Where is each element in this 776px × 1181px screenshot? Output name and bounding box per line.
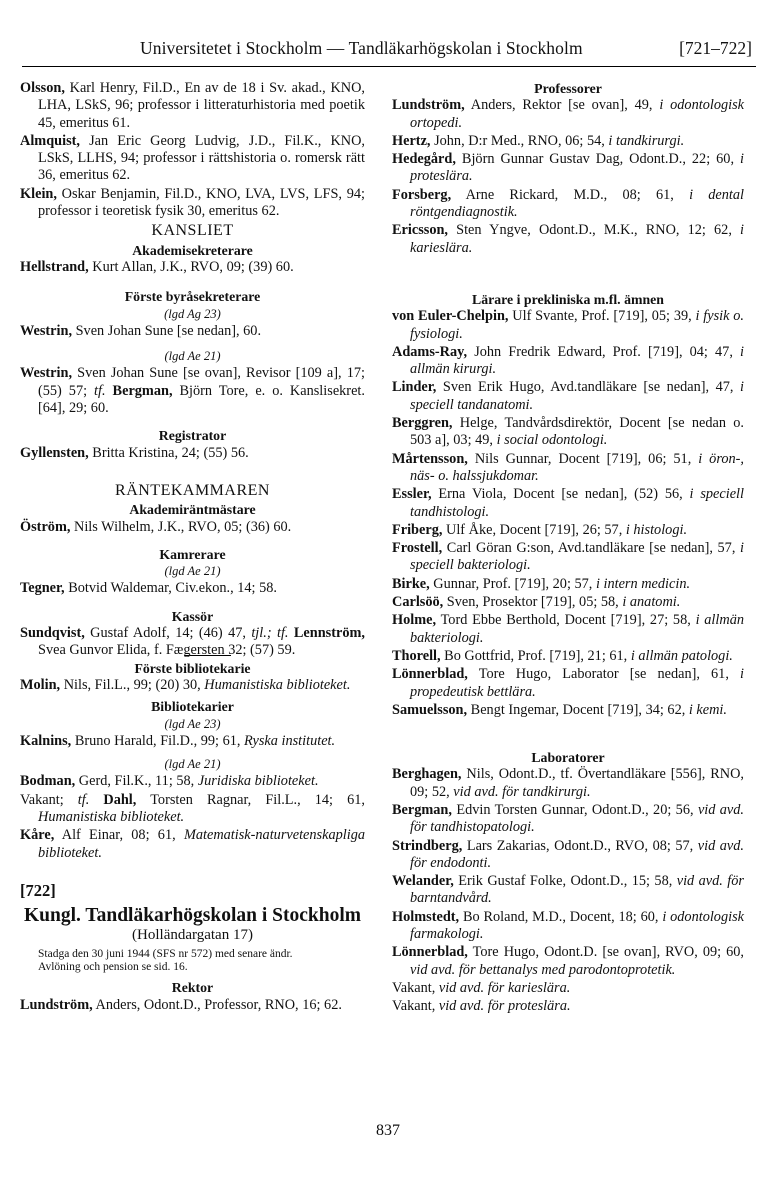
entry-molin: Molin, Nils, Fil.L., 99; (20) 30, Humanistiska biblioteket. — [20, 676, 351, 693]
entry-kare: Kåre, Alf Einar, 08; 61, Matematisk-naturvetenskapliga biblioteket. — [20, 827, 365, 861]
heading-rektor: Rektor — [171, 980, 214, 996]
entry-kalnins: Kalnins, Bruno Harald, Fil.D., 99; 61, Ryska institutet. — [20, 732, 336, 749]
entry-frostell: Frostell, Carl Göran G:son, Avd.tandläkare [se nedan], 57, i speciell bakteriologi. — [392, 540, 744, 574]
running-title: Universitetet i Stockholm — Tandläkarhögskolan i Stockholm — [140, 38, 583, 58]
heading-forste-byrasekreterare: Förste byråsekreterare — [124, 289, 261, 305]
heading-kamrerare: Kamrerare — [159, 546, 226, 562]
section-kansliet: KANSLIET — [151, 222, 234, 240]
entry-westrin-1: Westrin, Sven Johan Sune [se nedan], 60. — [20, 322, 262, 339]
heading-akademisekreterare: Akademisekreterare — [132, 242, 253, 258]
page-number: 837 — [376, 1122, 400, 1139]
entry-ericsson: Ericsson, Sten Yngve, Odont.D., M.K., RNO, 12; 62, i karieslära. — [392, 222, 744, 256]
entry-lundstrom: Lundström, Anders, Rektor [se ovan], 49, i odontologisk ortopedi. — [392, 97, 744, 131]
right-column — [392, 80, 744, 1017]
note-lgd-ae23: (lgd Ae 23) — [164, 716, 221, 731]
entry-strindberg: Strindberg, Lars Zakarias, Odont.D., RVO, 08; 57, vid avd. för endodonti. — [392, 837, 744, 871]
section-rantekammaren: RÄNTEKAMMAREN — [115, 481, 270, 499]
entry-sundqvist: Sundqvist, Gustaf Adolf, 14; (46) 47, tjl.; tf. Lennström, Svea Gunvor Elida, f. Fægersten 32; (57) 59. — [20, 625, 365, 659]
heading-larare: Lärare i prekliniska m.fl. ämnen — [472, 291, 664, 307]
entry-klein: Klein, Oskar Benjamin, Fil.D., KNO, LVA, LVS, LFS, 94; professor i teoretisk fysik 30, emeritus 62. — [20, 185, 365, 220]
entry-friberg: Friberg, Ulf Åke, Docent [719], 26; 57, i histologi. — [392, 521, 688, 538]
entry-lundstrom-rektor: Lundström, Anders, Odont.D., Professor, RNO, 16; 62. — [20, 996, 342, 1013]
entry-tegner: Tegner, Botvid Waldemar, Civ.ekon., 14; 58. — [20, 580, 277, 597]
entry-birke: Birke, Gunnar, Prof. [719], 20; 57, i intern medicin. — [392, 575, 691, 592]
institution-title: Kungl. Tandläkarhögskolan i Stockholm — [23, 905, 362, 927]
entry-forsberg: Forsberg, Arne Rickard, M.D., 08; 61, i dental röntgendiagnostik. — [392, 186, 744, 221]
stadga-note: Stadga den 30 juni 1944 (SFS nr 572) med senare ändr. Avlöning och pension se sid. 16. — [38, 948, 293, 973]
entry-lonnerblad-1: Lönnerblad, Tore Hugo, Laborator [se nedan], 61, i propedeutisk bettlära. — [392, 666, 744, 700]
entry-vakant-1: Vakant, vid avd. för karieslära. — [392, 979, 571, 996]
entry-von-euler: von Euler-Chelpin, Ulf Svante, Prof. [719], 05; 39, i fysik o. fysiologi. — [392, 308, 744, 342]
heading-laboratorer: Laboratorer — [531, 750, 605, 766]
page-marker: [722] — [20, 880, 56, 900]
heading-registrator: Registrator — [158, 428, 227, 444]
entry-gyllensten: Gyllensten, Britta Kristina, 24; (55) 56. — [20, 444, 249, 461]
heading-bibliotekarier: Bibliotekarier — [151, 699, 234, 715]
entry-vakant-2: Vakant, vid avd. för proteslära. — [392, 998, 571, 1015]
entry-westrin-2: Westrin, Sven Johan Sune [se ovan], Revisor [109 a], 17; (55) 57; tf. Bergman, Björn Tore, e. o. Kanslisekret. [64], 29; 60. — [20, 365, 365, 417]
entry-carlsoo: Carlsöö, Sven, Prosektor [719], 05; 58, i anatomi. — [392, 594, 681, 611]
heading-professorer: Professorer — [534, 81, 602, 96]
note-lgd-ae21-c: (lgd Ae 21) — [164, 757, 221, 772]
note-lgd-ae21-b: (lgd Ae 21) — [164, 564, 221, 579]
left-column — [20, 80, 365, 1015]
heading-forste-bibliotekarie: Förste bibliotekarie — [134, 660, 251, 676]
entry-adams-ray: Adams-Ray, John Fredrik Edward, Prof. [719], 04; 47, i allmän kirurgi. — [392, 343, 744, 378]
page-range: [721–722] — [679, 38, 752, 58]
entry-ostrom: Öström, Nils Wilhelm, J.K., RVO, 05; (36) 60. — [20, 518, 292, 535]
entry-samuelsson: Samuelsson, Bengt Ingemar, Docent [719], 34; 62, i kemi. — [392, 701, 727, 718]
entry-hellstrand: Hellstrand, Kurt Allan, J.K., RVO, 09; (39) 60. — [20, 258, 294, 275]
entry-holme: Holme, Tord Ebbe Berthold, Docent [719], 27; 58, i allmän bakteriologi. — [392, 612, 744, 646]
entry-bodman: Bodman, Gerd, Fil.K., 11; 58, Juridiska biblioteket. — [20, 773, 319, 790]
entry-essler: Essler, Erna Viola, Docent [se nedan], (52) 56, i speciell tandhistologi. — [392, 486, 744, 520]
entry-hedegard: Hedegård, Björn Gunnar Gustav Dag, Odont.D., 22; 60, i proteslära. — [392, 151, 744, 185]
entry-martensson: Mårtensson, Nils Gunnar, Docent [719], 06; 51, i öron-, näs- o. halssjukdomar. — [392, 450, 744, 484]
note-lgd-ae21: (lgd Ae 21) — [164, 349, 221, 364]
institution-address: (Holländargatan 17) — [132, 927, 253, 944]
entry-bergman: Bergman, Edvin Torsten Gunnar, Odont.D., 20; 56, vid avd. för tandhistopatologi. — [392, 801, 744, 836]
entry-holmstedt: Holmstedt, Bo Roland, M.D., Docent, 18; 60, i odontologisk farmakologi. — [392, 908, 744, 943]
entry-thorell: Thorell, Bo Gottfrid, Prof. [719], 21; 61, i allmän patologi. — [392, 647, 733, 664]
page-header — [22, 36, 756, 67]
entry-linder: Linder, Sven Erik Hugo, Avd.tandläkare [se nedan], 47, i speciell tandanatomi. — [392, 379, 744, 413]
heading-akademirantmastare: Akademiräntmästare — [129, 502, 256, 518]
entry-welander: Welander, Erik Gustaf Folke, Odont.D., 15; 58, vid avd. för barntandvård. — [392, 873, 744, 907]
entry-lonnerblad-2: Lönnerblad, Tore Hugo, Odont.D. [se ovan], RVO, 09; 60, vid avd. för bettanalys med parodontoprotetik. — [392, 944, 744, 978]
entry-berghagen: Berghagen, Nils, Odont.D., tf. Övertandläkare [556], RNO, 09; 52, vid avd. för tandkirurgi. — [392, 766, 744, 800]
entry-hertz: Hertz, John, D:r Med., RNO, 06; 54, i tandkirurgi. — [392, 132, 685, 149]
entry-olsson: Olsson, Karl Henry, Fil.D., En av de 18 i Sv. akad., KNO, LHA, LSkS, 96; professor i litteraturhistoria med poetik 45, emeritus 61. — [20, 80, 365, 131]
entry-berggren: Berggren, Helge, Tandvårdsdirektör, Docent [se nedan o. 503 a], 03; 49, i social odontologi. — [392, 415, 744, 449]
entry-vakant-dahl: Vakant; tf. Dahl, Torsten Ragnar, Fil.L., 14; 61, Humanistiska biblioteket. — [20, 791, 365, 825]
heading-kassor: Kassör — [171, 608, 214, 624]
entry-almquist: Almquist, Jan Eric Georg Ludvig, J.D., Fil.K., KNO, LSkS, LLHS, 94; professor i rättshistoria o. romersk rätt 36, emeritus 62. — [20, 132, 365, 184]
note-lgd-ag23: (lgd Ag 23) — [164, 306, 221, 321]
